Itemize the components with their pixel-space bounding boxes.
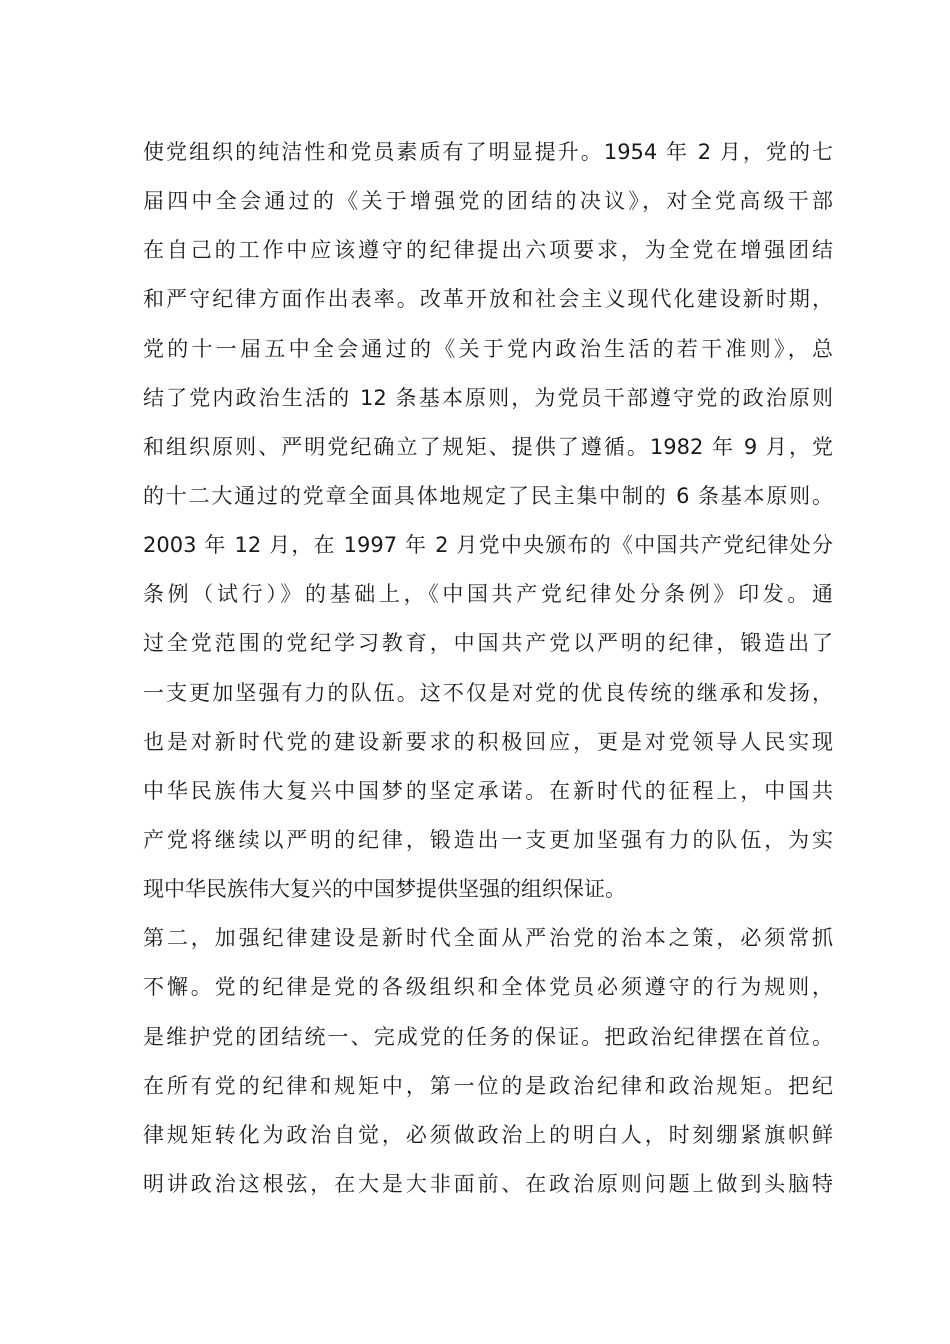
text-line: 在所有党的纪律和规矩中，第一位的是政治纪律和政治规矩。把纪 [143, 1073, 833, 1098]
text-line: 条例（试行）》的基础上，《中国共产党纪律处分条例》印发。通 [143, 582, 833, 607]
text-line: 中华民族伟大复兴中国梦的坚定承诺。在新时代的征程上，中国共 [143, 778, 833, 803]
text-line: 和组织原则、严明党纪确立了规矩、提供了遵循。1982 年 9 月，党 [143, 434, 833, 459]
text-line: 的十二大通过的党章全面具体地规定了民主集中制的 6 条基本原则。 [143, 483, 833, 508]
text-line: 也是对新时代党的建设新要求的积极回应，更是对党领导人民实现 [143, 729, 833, 754]
text-line: 一支更加坚强有力的队伍。这不仅是对党的优良传统的继承和发扬， [143, 680, 833, 705]
text-line: 产党将继续以严明的纪律，锻造出一支更加坚强有力的队伍，为实 [143, 827, 833, 852]
text-line: 结了党内政治生活的 12 条基本原则，为党员干部遵守党的政治原则 [143, 385, 833, 410]
text-line: 和严守纪律方面作出表率。改革开放和社会主义现代化建设新时期， [143, 287, 833, 312]
body-text [143, 128, 833, 1209]
text-line: 第二，加强纪律建设是新时代全面从严治党的治本之策，必须常抓 [143, 926, 833, 951]
text-line: 明讲政治这根弦，在大是大非面前、在政治原则问题上做到头脑特 [143, 1171, 833, 1196]
text-line: 在自己的工作中应该遵守的纪律提出六项要求，为全党在增强团结 [143, 238, 833, 263]
text-line: 届四中全会通过的《关于增强党的团结的决议》，对全党高级干部 [143, 189, 833, 214]
text-line: 党的十一届五中全会通过的《关于党内政治生活的若干准则》，总 [143, 336, 833, 361]
text-line: 律规矩转化为政治自觉，必须做政治上的明白人，时刻绷紧旗帜鲜 [143, 1122, 833, 1147]
text-line: 2003 年 12 月，在 1997 年 2 月党中央颁布的《中国共产党纪律处分 [143, 533, 833, 558]
text-line: 不懈。党的纪律是党的各级组织和全体党员必须遵守的行为规则， [143, 975, 833, 1000]
text-line: 现中华民族伟大复兴的中国梦提供坚强的组织保证。 [143, 877, 626, 902]
text-line: 使党组织的纯洁性和党员素质有了明显提升。1954 年 2 月，党的七 [143, 140, 833, 164]
text-line: 是维护党的团结统一、完成党的任务的保证。把政治纪律摆在首位。 [143, 1024, 833, 1049]
text-line: 过全党范围的党纪学习教育，中国共产党以严明的纪律，锻造出了 [143, 631, 833, 656]
